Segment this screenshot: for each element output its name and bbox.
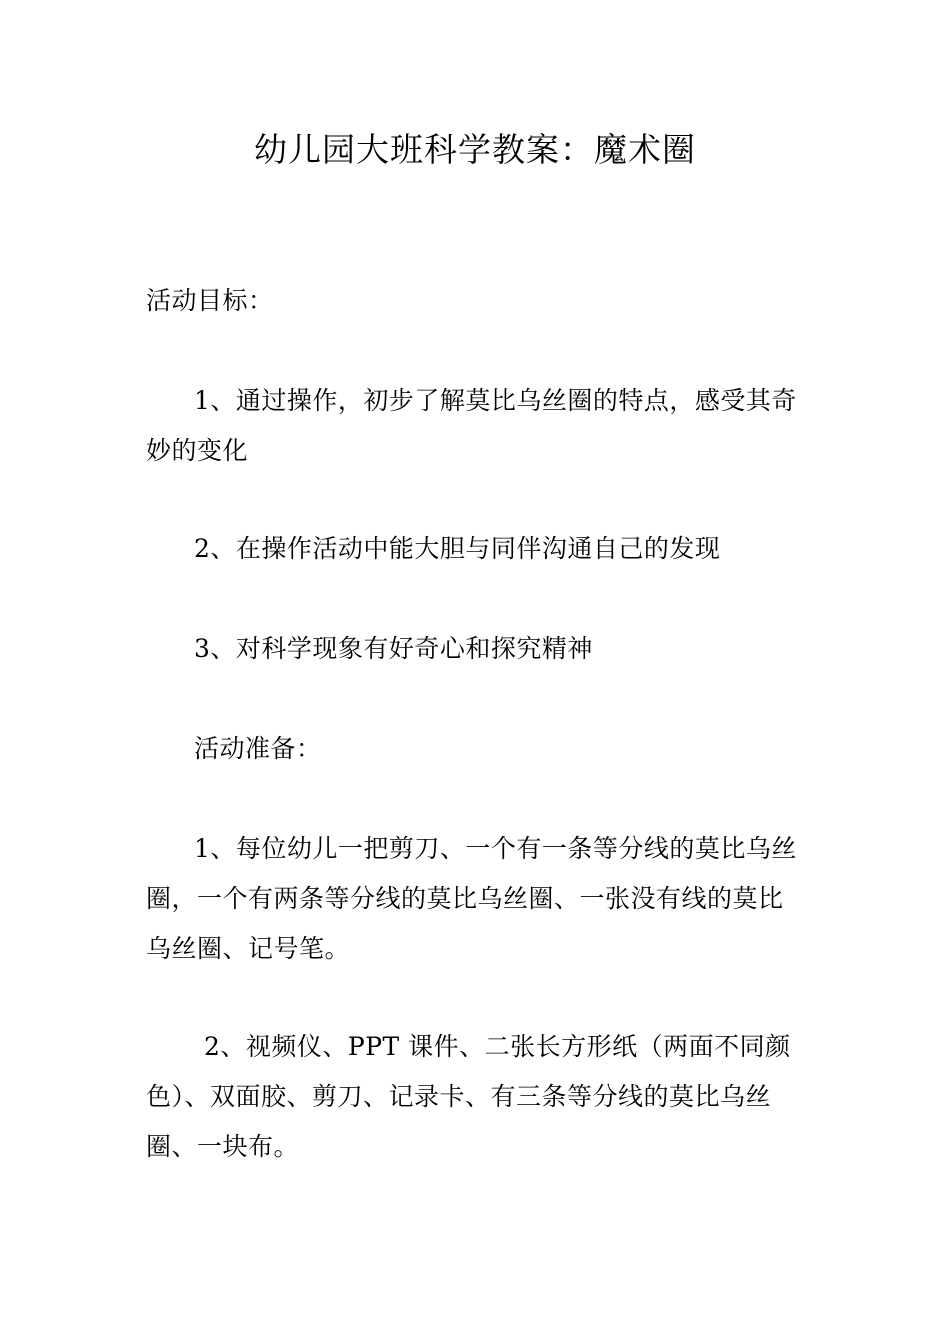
goal-2-paragraph [146,524,806,574]
prep-1-line-2: 圈，一个有两条等分线的莫比乌丝圈、一张没有线的莫比 [146,884,784,913]
prep-1-paragraph [146,824,806,974]
prep-2-line-2: 色）、双面胶、剪刀、记录卡、有三条等分线的莫比乌丝 [146,1082,772,1111]
goal-1-line-1: 1、通过操作，初步了解莫比乌丝圈的特点，感受其奇 [194,386,797,415]
prep-1-line-3: 乌丝圈、记号笔。 [146,934,351,963]
goals-heading-text: 活动目标： [146,286,274,315]
goal-2-line-1: 2、在操作活动中能大胆与同伴沟通自己的发现 [194,534,721,563]
prep-heading-text: 活动准备： [194,734,322,763]
prep-2-line-3: 圈、一块布。 [146,1132,300,1161]
document-title: 幼儿园大班科学教案：魔术圈 [254,130,696,169]
goal-1-paragraph [146,376,806,476]
goals-heading [146,276,806,326]
prep-heading [146,724,806,774]
goal-3-line-1: 3、对科学现象有好奇心和探究精神 [194,634,593,663]
prep-1-line-1: 1、每位幼儿一把剪刀、一个有一条等分线的莫比乌丝 [194,834,797,863]
prep-2-line-1: 2、视频仪、PPT 课件、二张长方形纸（两面不同颜 [204,1032,791,1061]
goal-1-line-2: 妙的变化 [146,436,249,465]
prep-2-paragraph [146,1022,806,1172]
goal-3-paragraph [146,624,806,674]
